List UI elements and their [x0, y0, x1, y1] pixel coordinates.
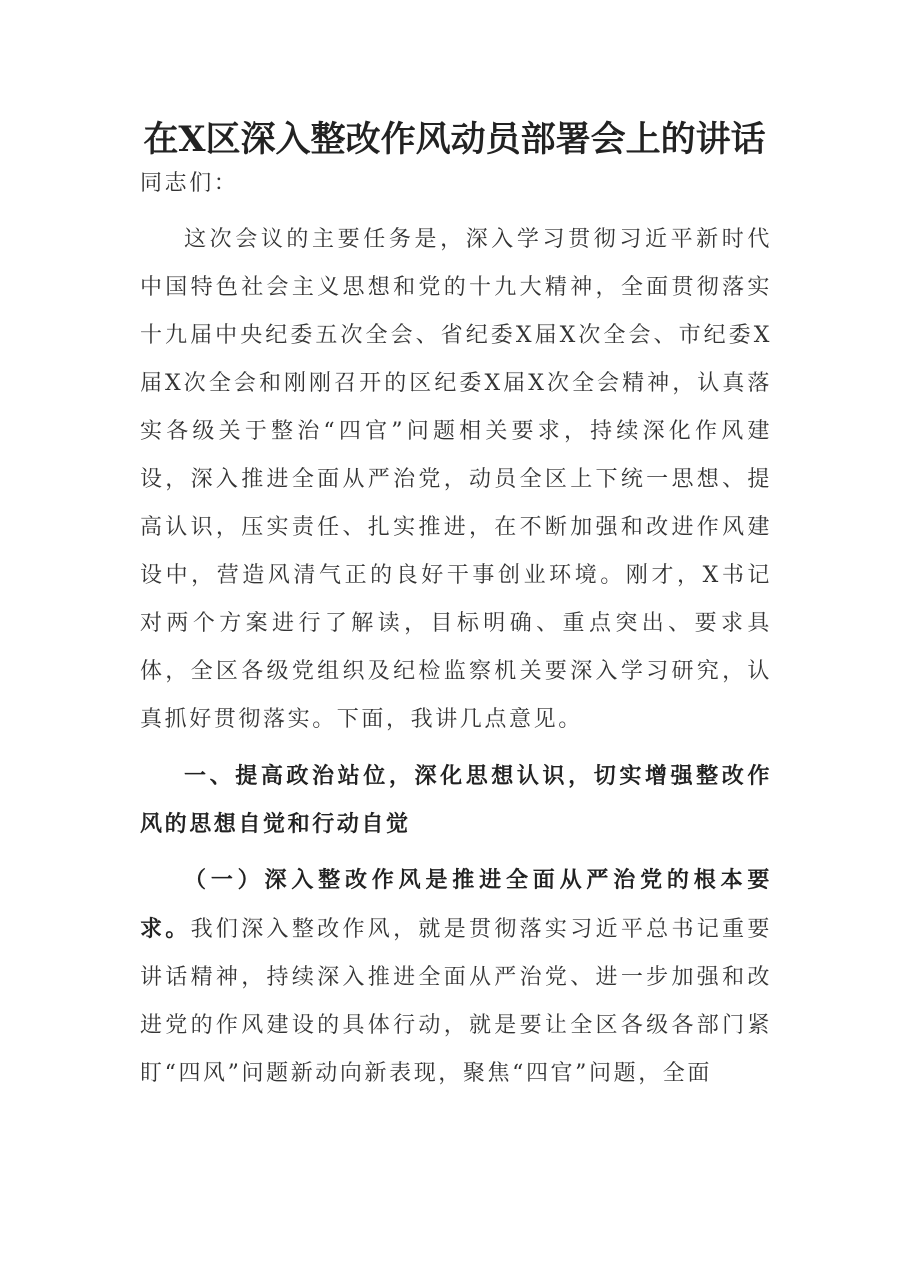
paragraph-section-1-1	[140, 856, 772, 1098]
salutation: 同志们：	[140, 171, 239, 196]
paragraph-section-1-1-body: 我们深入整改作风，就是贯彻落实习近平总书记重要讲话精神，持续深入推进全面从严治党、进一步加强和改进党的作风建设的具体行动，就是要让全区各级各部门紧盯“四风”问题新动向新表现，聚焦“四官”问题，全面	[140, 917, 772, 1086]
document-title: 在X区深入整改作风动员部署会上的讲话	[143, 119, 766, 160]
section-heading-1: 一、提高政治站位，深化思想认识，切实增强整改作风的思想自觉和行动自觉	[140, 763, 772, 837]
paragraph-opening: 这次会议的主要任务是，深入学习贯彻习近平新时代中国特色社会主义思想和党的十九大精神，全面贯彻落实十九届中央纪委五次全会、省纪委X届X次全会、市纪委X届X次全会和刚刚召开的区纪委X届X次全会精神，认真落实各级关于整治“四官”问题相关要求，持续深化作风建设，深入推进全面从严治党，动员全区上下统一思想、提高认识，压实责任、扎实推进，在不断加强和改进作风建设中，营造风清气正的良好干事创业环境。刚才，X书记对两个方案进行了解读，目标明确、重点突出、要求具体，全区各级党组织及纪检监察机关要深入学习研究，认真抓好贯彻落实。下面，我讲几点意见。	[140, 227, 772, 732]
document-body	[140, 160, 772, 1106]
subsection-heading-1: （一）深入整改作风是推进全面从严治党的根本要求。	[140, 867, 772, 942]
